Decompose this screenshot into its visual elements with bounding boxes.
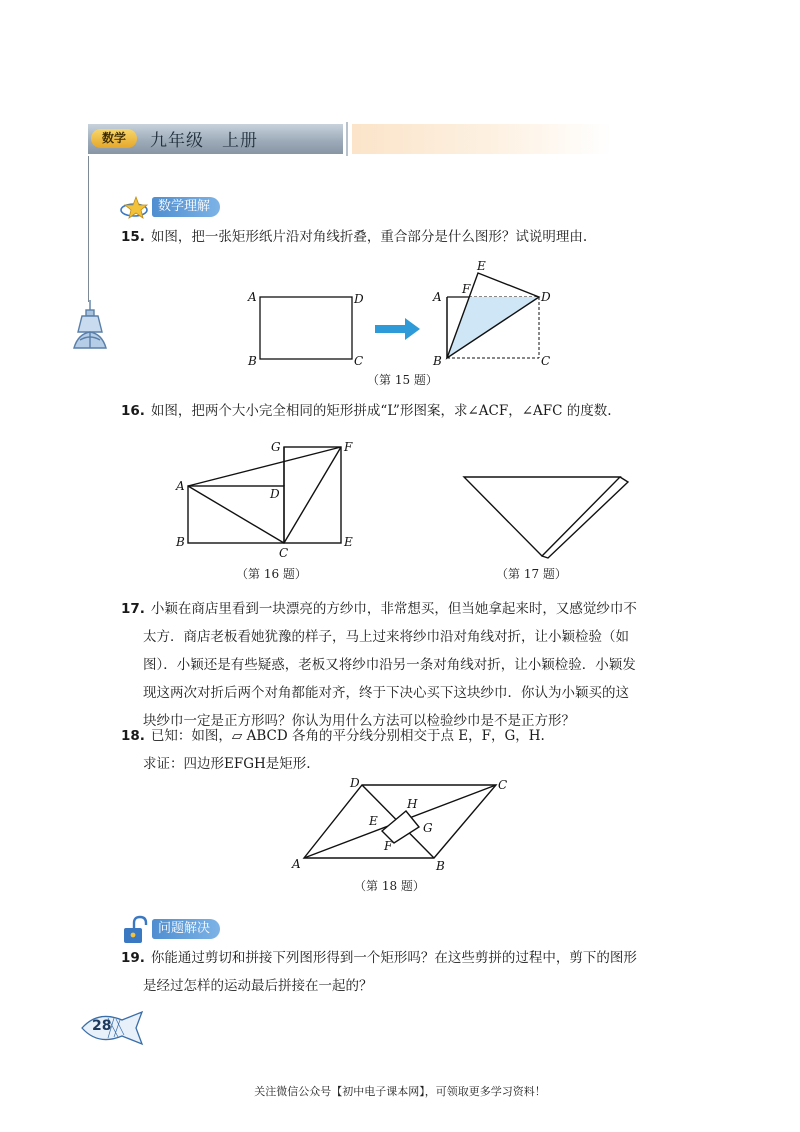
- figure-16: [170, 438, 365, 558]
- question-15: [121, 223, 587, 251]
- label-b: B: [436, 859, 445, 873]
- star-atom-icon: [120, 195, 152, 221]
- label-h: H: [407, 797, 418, 811]
- grade-title: 九年级 上册: [150, 131, 258, 151]
- label-d: D: [270, 487, 280, 501]
- label-a: A: [248, 290, 257, 304]
- figure-17: [460, 472, 630, 562]
- section-badge-understanding: 数学理解: [152, 197, 220, 217]
- caption-fig18: （第 18 题）: [354, 879, 425, 893]
- label-d: D: [350, 776, 360, 790]
- question-text: 你能通过剪切和拼接下列图形得到一个矩形吗？在这些剪拼的过程中，剪下的图形: [150, 950, 637, 966]
- label-d: D: [354, 292, 364, 306]
- question-17: [121, 595, 681, 735]
- label-b: B: [248, 354, 257, 367]
- label-a2: A: [433, 290, 442, 304]
- question-18: [121, 722, 545, 778]
- label-c: C: [279, 546, 289, 558]
- label-c2: C: [541, 354, 551, 367]
- margin-rule: [88, 156, 89, 302]
- label-c: C: [354, 354, 364, 367]
- label-e: E: [369, 814, 378, 828]
- question-text-line: 小颖在商店里看到一块漂亮的方纱巾，非常想买，但当她拿起来时，又感觉纱巾不: [150, 601, 637, 617]
- figure-15: [240, 255, 570, 367]
- question-text-line: 现这两次对折后两个对角都能对齐，终于下决心买下这块纱巾．你认为小颖买的这: [143, 685, 629, 701]
- label-g: G: [423, 821, 433, 835]
- label-e2: E: [477, 259, 486, 273]
- fish-icon: [78, 1008, 146, 1048]
- page-number: 28: [92, 1018, 112, 1034]
- question-number: 19.: [121, 950, 145, 966]
- question-text-line: 图）．小颖还是有些疑惑，老板又将纱巾沿另一条对角线对折，让小颖检验．小颖发: [143, 657, 636, 673]
- question-text: 已知：如图，▱ ABCD 各角的平分线分别相交于点 E，F，G，H.: [150, 728, 545, 744]
- figure-18: [290, 775, 515, 875]
- question-text-line: 太方．商店老板看她犹豫的样子，马上过来将纱巾沿对角线对折，让小颖检验（如: [143, 629, 629, 645]
- subject-badge: 数学: [91, 129, 137, 148]
- footer-notice: 关注微信公众号【初中电子课本网】，可领取更多学习资料！: [254, 1085, 546, 1098]
- label-f: F: [344, 440, 353, 454]
- question-text-line: 块纱巾一定是正方形吗？你认为用什么方法可以检验纱巾是不是正方形？: [143, 713, 575, 729]
- question-number: 16.: [121, 403, 145, 419]
- label-c: C: [498, 778, 508, 792]
- caption-fig17: （第 17 题）: [496, 567, 567, 581]
- label-b: B: [176, 535, 185, 549]
- question-16: [121, 397, 612, 425]
- question-text: 求证：四边形EFGH是矩形.: [143, 756, 311, 772]
- question-text: 是经过怎样的运动最后拼接在一起的？: [143, 978, 373, 994]
- question-number: 17.: [121, 601, 145, 617]
- tower-icon: [68, 298, 112, 350]
- caption-fig15: （第 15 题）: [367, 373, 438, 387]
- arrow-icon: [375, 318, 420, 340]
- header-gradient-band: [352, 124, 612, 154]
- question-19: [121, 944, 637, 1000]
- section-badge-problem-solving: 问题解决: [152, 919, 220, 939]
- header-divider: [346, 122, 348, 156]
- label-d2: D: [541, 290, 551, 304]
- label-a: A: [292, 857, 301, 871]
- label-f: F: [384, 839, 393, 853]
- rectangle-abcd: [260, 297, 352, 359]
- label-g: G: [271, 440, 281, 454]
- question-text: 如图，把两个大小完全相同的矩形拼成“L”形图案，求∠ACF，∠AFC 的度数.: [150, 403, 612, 419]
- label-f2: F: [462, 282, 471, 296]
- question-number: 18.: [121, 728, 145, 744]
- unlock-icon: [120, 915, 152, 945]
- caption-fig16: （第 16 题）: [236, 567, 307, 581]
- label-a: A: [176, 479, 185, 493]
- label-b2: B: [433, 354, 442, 367]
- question-text: 如图，把一张矩形纸片沿对角线折叠，重合部分是什么图形？试说明理由.: [150, 229, 588, 245]
- label-e: E: [344, 535, 353, 549]
- question-number: 15.: [121, 229, 145, 245]
